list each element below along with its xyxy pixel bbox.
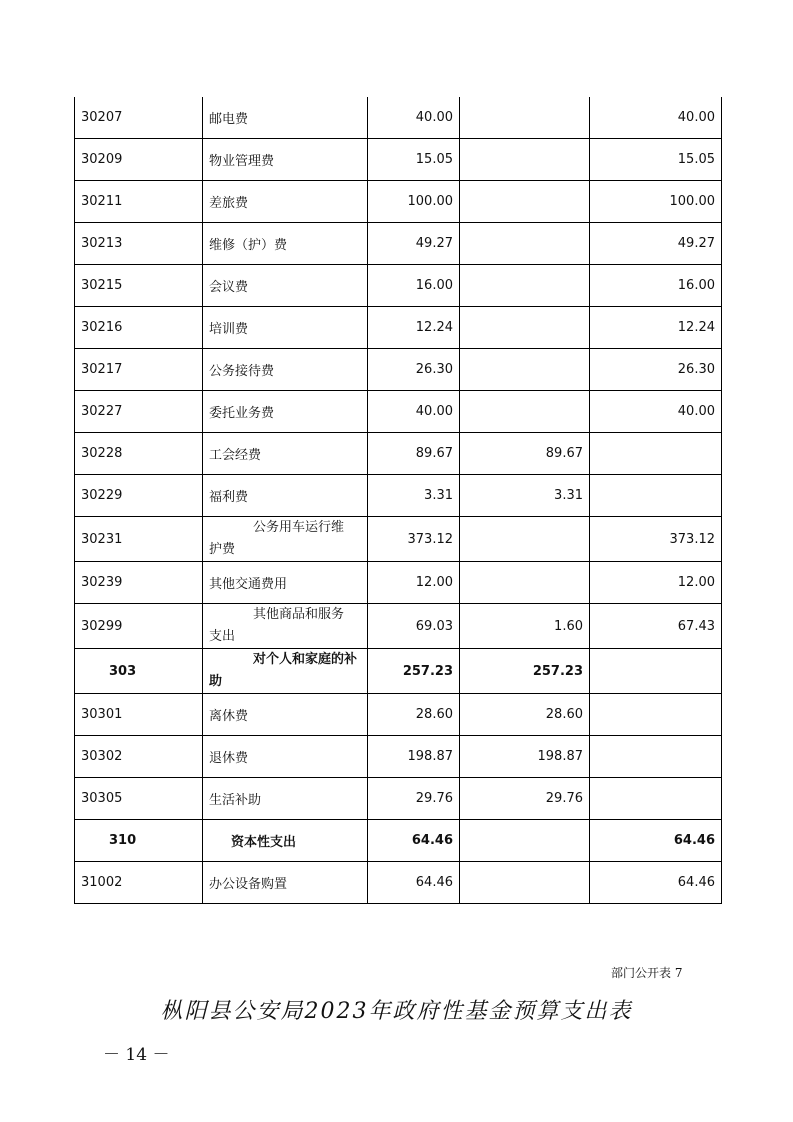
item-name-line-2: 助 bbox=[209, 674, 223, 689]
table-row bbox=[75, 265, 722, 307]
econ-code: 30302 bbox=[75, 736, 203, 778]
econ-code: 30231 bbox=[75, 517, 203, 562]
total-amount: 49.27 bbox=[368, 223, 460, 265]
basic-amount bbox=[460, 307, 590, 349]
basic-amount: 28.60 bbox=[460, 694, 590, 736]
item-name: 其他交通费用 bbox=[203, 562, 368, 604]
econ-code: 30239 bbox=[75, 562, 203, 604]
econ-code: 30215 bbox=[75, 265, 203, 307]
project-amount: 49.27 bbox=[590, 223, 722, 265]
table-row bbox=[75, 736, 722, 778]
project-amount bbox=[590, 778, 722, 820]
item-name: 办公设备购置 bbox=[203, 862, 368, 904]
table-row bbox=[75, 181, 722, 223]
basic-amount bbox=[460, 223, 590, 265]
project-amount: 64.46 bbox=[590, 820, 722, 862]
project-amount: 64.46 bbox=[590, 862, 722, 904]
budget-expenditure-table bbox=[74, 97, 722, 904]
basic-amount bbox=[460, 820, 590, 862]
econ-code: 30209 bbox=[75, 139, 203, 181]
project-amount: 40.00 bbox=[590, 97, 722, 139]
econ-code: 30301 bbox=[75, 694, 203, 736]
basic-amount bbox=[460, 265, 590, 307]
econ-code: 30299 bbox=[75, 604, 203, 649]
total-amount: 29.76 bbox=[368, 778, 460, 820]
basic-amount bbox=[460, 139, 590, 181]
project-amount: 15.05 bbox=[590, 139, 722, 181]
basic-amount: 3.31 bbox=[460, 475, 590, 517]
table-row-category bbox=[75, 649, 722, 694]
total-amount: 198.87 bbox=[368, 736, 460, 778]
item-name bbox=[203, 604, 368, 649]
item-name: 退休费 bbox=[203, 736, 368, 778]
table-row bbox=[75, 97, 722, 139]
basic-amount bbox=[460, 181, 590, 223]
econ-code: 30228 bbox=[75, 433, 203, 475]
econ-code: 30213 bbox=[75, 223, 203, 265]
table-row bbox=[75, 433, 722, 475]
total-amount: 89.67 bbox=[368, 433, 460, 475]
item-name: 会议费 bbox=[203, 265, 368, 307]
table-row-category bbox=[75, 820, 722, 862]
table-row bbox=[75, 604, 722, 649]
table-label: 部门公开表 7 bbox=[611, 966, 683, 980]
item-name: 生活补助 bbox=[203, 778, 368, 820]
item-name: 离休费 bbox=[203, 694, 368, 736]
econ-code: 30305 bbox=[75, 778, 203, 820]
total-amount: 15.05 bbox=[368, 139, 460, 181]
project-amount: 100.00 bbox=[590, 181, 722, 223]
total-amount: 257.23 bbox=[368, 649, 460, 694]
project-amount bbox=[590, 694, 722, 736]
item-name-line-1: 对个人和家庭的补 bbox=[253, 652, 358, 667]
item-name-line-2: 护费 bbox=[209, 542, 236, 557]
basic-amount: 198.87 bbox=[460, 736, 590, 778]
total-amount: 12.00 bbox=[368, 562, 460, 604]
table-row bbox=[75, 862, 722, 904]
item-name: 公务接待费 bbox=[203, 349, 368, 391]
page-number: － 14 － bbox=[103, 1045, 170, 1065]
total-amount: 40.00 bbox=[368, 391, 460, 433]
basic-amount bbox=[460, 517, 590, 562]
project-amount: 373.12 bbox=[590, 517, 722, 562]
project-amount: 12.00 bbox=[590, 562, 722, 604]
basic-amount: 29.76 bbox=[460, 778, 590, 820]
total-amount: 3.31 bbox=[368, 475, 460, 517]
item-name: 福利费 bbox=[203, 475, 368, 517]
econ-code: 30207 bbox=[75, 97, 203, 139]
project-amount: 67.43 bbox=[590, 604, 722, 649]
total-amount: 69.03 bbox=[368, 604, 460, 649]
project-amount: 26.30 bbox=[590, 349, 722, 391]
table-row bbox=[75, 694, 722, 736]
table-row bbox=[75, 139, 722, 181]
total-amount: 64.46 bbox=[368, 862, 460, 904]
project-amount bbox=[590, 649, 722, 694]
item-name: 培训费 bbox=[203, 307, 368, 349]
basic-amount bbox=[460, 391, 590, 433]
project-amount bbox=[590, 736, 722, 778]
item-name-line-1: 其他商品和服务 bbox=[253, 607, 345, 622]
total-amount: 26.30 bbox=[368, 349, 460, 391]
project-amount bbox=[590, 475, 722, 517]
econ-code: 303 bbox=[75, 649, 203, 694]
item-name: 差旅费 bbox=[203, 181, 368, 223]
basic-amount: 1.60 bbox=[460, 604, 590, 649]
econ-code: 30211 bbox=[75, 181, 203, 223]
total-amount: 16.00 bbox=[368, 265, 460, 307]
item-name-line-2: 支出 bbox=[209, 629, 236, 644]
project-amount bbox=[590, 433, 722, 475]
basic-amount bbox=[460, 349, 590, 391]
project-amount: 12.24 bbox=[590, 307, 722, 349]
table-row bbox=[75, 778, 722, 820]
econ-code: 30217 bbox=[75, 349, 203, 391]
basic-amount bbox=[460, 97, 590, 139]
project-amount: 16.00 bbox=[590, 265, 722, 307]
basic-amount: 257.23 bbox=[460, 649, 590, 694]
total-amount: 40.00 bbox=[368, 97, 460, 139]
item-name: 工会经费 bbox=[203, 433, 368, 475]
table-row bbox=[75, 475, 722, 517]
item-name bbox=[203, 649, 368, 694]
total-amount: 64.46 bbox=[368, 820, 460, 862]
econ-code: 30227 bbox=[75, 391, 203, 433]
item-name-line-1: 公务用车运行维 bbox=[253, 520, 345, 535]
table-row bbox=[75, 349, 722, 391]
table-row bbox=[75, 223, 722, 265]
page-title: 枞阳县公安局2023年政府性基金预算支出表 bbox=[160, 999, 633, 1024]
econ-code: 31002 bbox=[75, 862, 203, 904]
item-name: 邮电费 bbox=[203, 97, 368, 139]
total-amount: 12.24 bbox=[368, 307, 460, 349]
econ-code: 30216 bbox=[75, 307, 203, 349]
table-row bbox=[75, 391, 722, 433]
item-name: 委托业务费 bbox=[203, 391, 368, 433]
econ-code: 310 bbox=[75, 820, 203, 862]
basic-amount: 89.67 bbox=[460, 433, 590, 475]
item-name: 物业管理费 bbox=[203, 139, 368, 181]
basic-amount bbox=[460, 562, 590, 604]
item-name: 资本性支出 bbox=[203, 820, 368, 862]
total-amount: 373.12 bbox=[368, 517, 460, 562]
table-row bbox=[75, 517, 722, 562]
econ-code: 30229 bbox=[75, 475, 203, 517]
item-name: 维修（护）费 bbox=[203, 223, 368, 265]
basic-amount bbox=[460, 862, 590, 904]
item-name bbox=[203, 517, 368, 562]
table-row bbox=[75, 307, 722, 349]
total-amount: 28.60 bbox=[368, 694, 460, 736]
total-amount: 100.00 bbox=[368, 181, 460, 223]
table-row bbox=[75, 562, 722, 604]
project-amount: 40.00 bbox=[590, 391, 722, 433]
